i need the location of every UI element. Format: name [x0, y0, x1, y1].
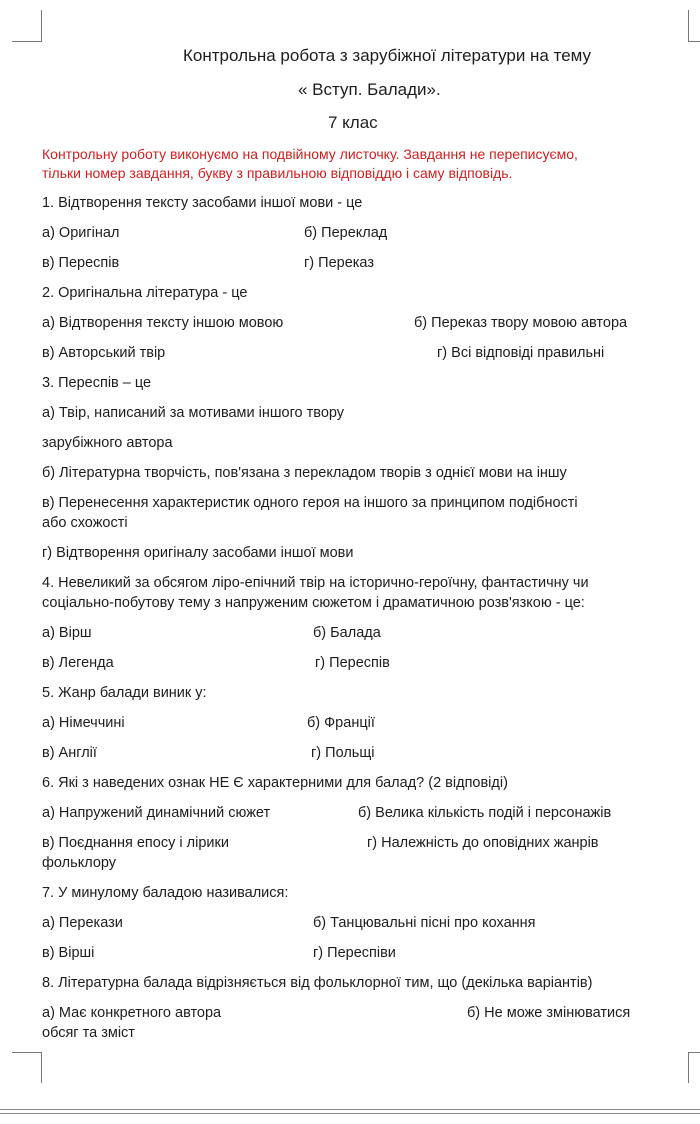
q8-option-b-continuation: обсяг та зміст: [42, 1025, 135, 1041]
question-4-line-1: 4. Невеликий за обсягом ліро-епічний твір на історично-героїчну, фантастичну чи: [42, 575, 589, 591]
question-1: 1. Відтворення тексту засобами іншої мови - це: [42, 195, 363, 211]
question-8: 8. Літературна балада відрізняється від фольклорної тим, що (декілька варіантів): [42, 975, 593, 991]
q7-option-v: в) Вірші: [42, 945, 95, 961]
question-6: 6. Які з наведених ознак НЕ Є характерними для балад? (2 відповіді): [42, 775, 508, 791]
q1-option-b: б) Переклад: [304, 225, 388, 241]
q6-option-a: а) Напружений динамічний сюжет: [42, 805, 271, 821]
q4-option-a: а) Вірш: [42, 625, 92, 641]
q5-option-a: а) Німеччині: [42, 715, 125, 731]
q3-option-b: б) Літературна творчість, пов'язана з перекладом творів з однієї мови на іншу: [42, 465, 567, 481]
question-5: 5. Жанр балади виник у:: [42, 685, 207, 701]
crop-mark-top-left: [12, 10, 42, 42]
instruction-line-2: тільки номер завдання, букву з правильною відповіддю і саму відповідь.: [42, 165, 513, 181]
q3-option-v-line-2: або схожості: [42, 515, 128, 531]
q2-option-b: б) Переказ твору мовою автора: [414, 315, 628, 331]
grade-label: 7 клас: [328, 113, 378, 132]
q2-option-v: в) Авторський твір: [42, 345, 166, 361]
q3-option-a-line-2: зарубіжного автора: [42, 435, 173, 451]
q2-option-a: а) Відтворення тексту іншою мовою: [42, 315, 284, 331]
q6-option-g: г) Належність до оповідних жанрів: [367, 835, 599, 851]
page-bottom-rule-2: [0, 1113, 700, 1114]
q3-option-a-line-1: а) Твір, написаний за мотивами іншого твору: [42, 405, 345, 421]
q3-option-g: г) Відтворення оригіналу засобами іншої мови: [42, 545, 354, 561]
question-7: 7. У минулому баладою називалися:: [42, 885, 289, 901]
question-3: 3. Переспів – це: [42, 375, 152, 391]
q7-option-g: г) Переспіви: [313, 945, 396, 961]
q6-option-v-line-1: в) Поєднання епосу і лірики: [42, 835, 229, 851]
q7-option-b: б) Танцювальні пісні про кохання: [313, 915, 536, 931]
crop-mark-bottom-left: [12, 1052, 42, 1083]
q6-option-b: б) Велика кількість подій і персонажів: [358, 805, 612, 821]
q1-option-v: в) Переспів: [42, 255, 120, 271]
q3-option-v-line-1: в) Перенесення характеристик одного героя на іншого за принципом подібності: [42, 495, 578, 511]
q2-option-g: г) Всі відповіді правильні: [437, 345, 605, 361]
crop-mark-bottom-right: [688, 1052, 700, 1083]
q5-option-v: в) Англії: [42, 745, 97, 761]
page-bottom-rule: [0, 1109, 700, 1110]
question-2: 2. Оригінальна література - це: [42, 285, 248, 301]
q1-option-a: а) Оригінал: [42, 225, 120, 241]
q1-option-g: г) Переказ: [304, 255, 374, 271]
q8-option-b: б) Не може змінюватися: [467, 1005, 631, 1021]
q5-option-g: г) Польщі: [311, 745, 375, 761]
instruction-line-1: Контрольну роботу виконуємо на подвійному листочку. Завдання не переписуємо,: [42, 146, 578, 162]
title-line-1: Контрольна робота з зарубіжної літератури на тему: [183, 46, 592, 65]
q6-option-v-line-2: фольклору: [42, 855, 117, 871]
q7-option-a: а) Перекази: [42, 915, 123, 931]
q5-option-b: б) Франції: [307, 715, 375, 731]
question-4-line-2: соціально-побутову тему з напруженим сюжетом і драматичною розв'язкою - це:: [42, 595, 585, 611]
title-line-2: « Вступ. Балади».: [298, 80, 441, 99]
crop-mark-top-right: [688, 10, 700, 42]
q4-option-v: в) Легенда: [42, 655, 114, 671]
q4-option-g: г) Переспів: [315, 655, 390, 671]
q4-option-b: б) Балада: [313, 625, 381, 641]
q8-option-a: а) Має конкретного автора: [42, 1005, 222, 1021]
